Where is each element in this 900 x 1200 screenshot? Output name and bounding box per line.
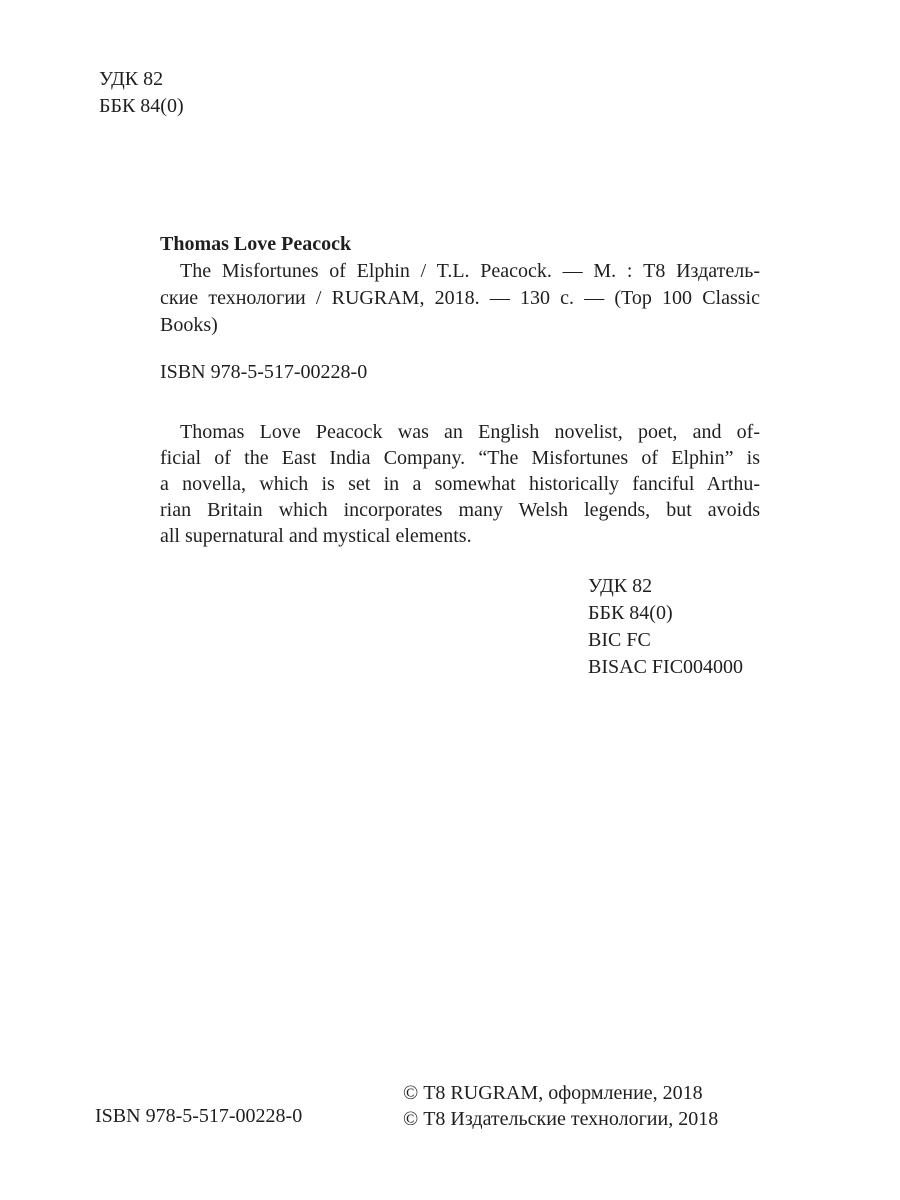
annotation-line: ficial of the East India Company. “The Misfortunes of Elphin” is bbox=[160, 447, 760, 469]
bibliographic-record bbox=[160, 231, 760, 339]
annotation-line: rian Britain which incorporates many Welsh legends, but avoids bbox=[160, 499, 760, 521]
bisac-code: BISAC FIC004000 bbox=[588, 656, 744, 678]
annotation-line: a novella, which is set in a somewhat historically fanciful Arthu- bbox=[160, 473, 760, 495]
isbn-statement: ISBN 978-5-517-00228-0 bbox=[160, 361, 368, 383]
copyright-block bbox=[403, 1080, 718, 1132]
annotation-paragraph bbox=[160, 419, 760, 549]
top-classification-codes bbox=[99, 66, 184, 120]
annotation-line: all supernatural and mystical elements. bbox=[160, 525, 472, 547]
footer-isbn: ISBN 978-5-517-00228-0 bbox=[95, 1105, 303, 1127]
copyright-line: © Т8 Издательские технологии, 2018 bbox=[403, 1108, 719, 1130]
record-line: ские технологии / RUGRAM, 2018. — 130 с. — (Top 100 Classic bbox=[160, 287, 760, 309]
author-name: Thomas Love Peacock bbox=[160, 233, 352, 255]
record-line: The Misfortunes of Elphin / T.L. Peacock. — М. : Т8 Издатель- bbox=[180, 260, 760, 282]
bic-code: BIC FC bbox=[588, 629, 651, 651]
bbk-code: ББК 84(0) bbox=[99, 95, 184, 117]
bbk-code: ББК 84(0) bbox=[588, 602, 673, 624]
annotation-line: Thomas Love Peacock was an English novelist, poet, and of- bbox=[180, 421, 760, 443]
udk-code: УДК 82 bbox=[588, 575, 653, 597]
udk-code: УДК 82 bbox=[99, 68, 164, 90]
classification-codes bbox=[588, 573, 743, 681]
copyright-line: © Т8 RUGRAM, оформление, 2018 bbox=[403, 1082, 703, 1104]
record-line: Books) bbox=[160, 314, 218, 336]
